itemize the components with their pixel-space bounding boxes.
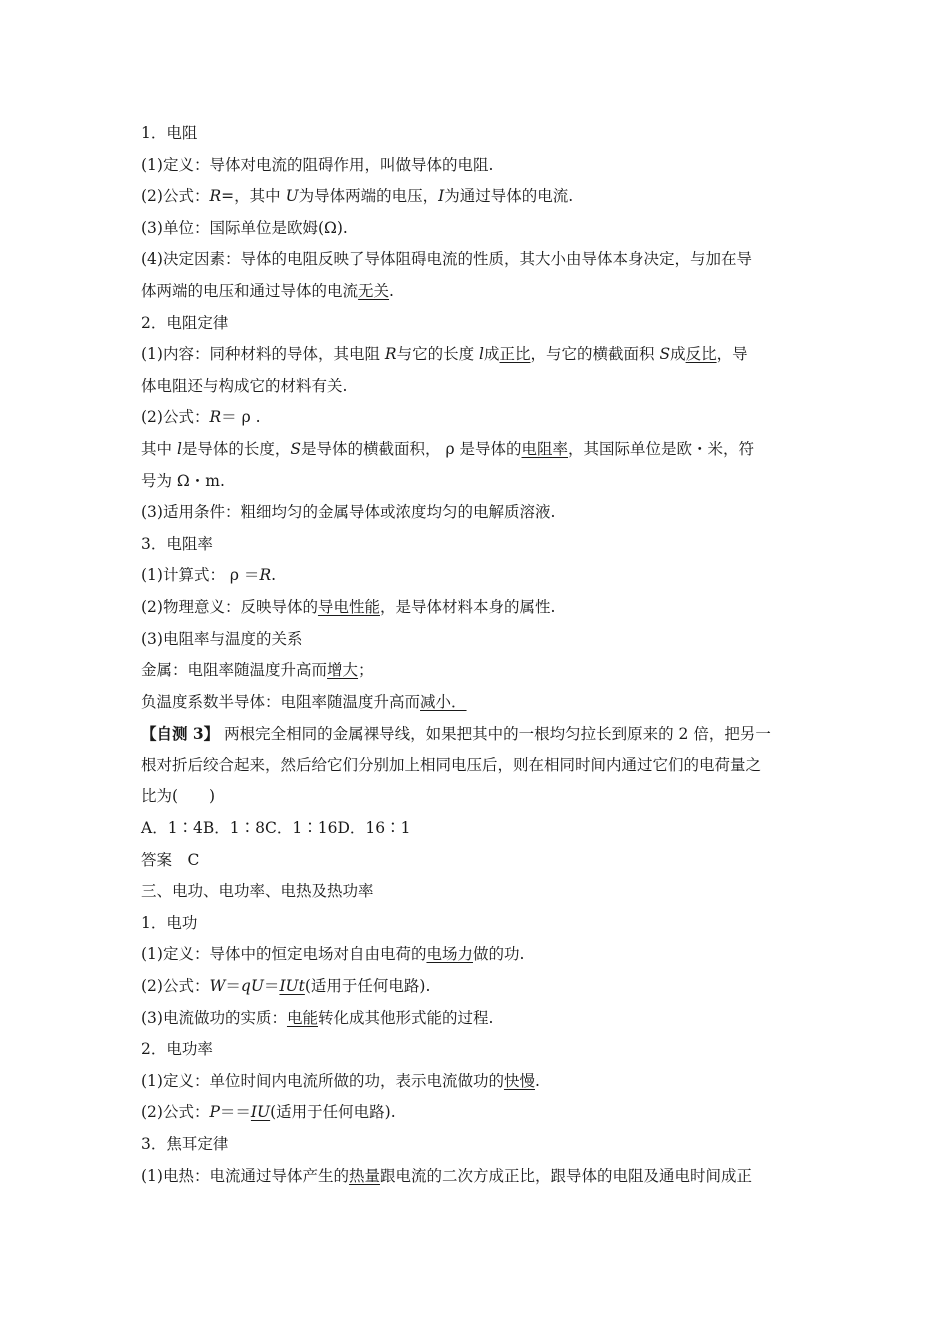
question-tag: 【自测 3】 <box>141 724 220 744</box>
question-line1: 【自测 3】 两根完全相同的金属裸导线，如果把其中的一根均匀拉长到原来的 2 倍，把另一 <box>141 724 771 744</box>
resistivity-meaning: (2)物理意义：反映导体的导电性能，是导体材料本身的属性. <box>141 597 556 616</box>
power-definition: (1)定义：单位时间内电流所做的功，表示电流做功的快慢. <box>141 1071 540 1090</box>
heading-joule-law: 3．焦耳定律 <box>141 1135 229 1153</box>
resistance-formula: (2)公式：R=，其中 U为导体两端的电压，I为通过导体的电流. <box>141 187 574 206</box>
resistivity-metal: 金属：电阻率随温度升高而增大； <box>141 661 374 680</box>
law-content-line1: (1)内容：同种材料的导体，其电阻 R与它的长度 l成正比，与它的横截面积 S成反比，导 <box>141 345 748 364</box>
question-answer: 答案 C <box>141 850 200 869</box>
heading-resistivity: 3．电阻率 <box>141 534 213 553</box>
law-formula: (2)公式：R＝ ρ . <box>141 408 261 427</box>
work-definition: (1)定义：导体中的恒定电场对自由电荷的电场力做的功. <box>141 945 525 964</box>
work-essence: (3)电流做功的实质：电能转化成其他形式能的过程. <box>141 1008 494 1027</box>
heading-electric-work: 1．电功 <box>141 913 198 932</box>
section-title-electric-work: 三、电功、电功率、电热及热功率 <box>141 882 374 901</box>
resistance-factors-line1: (4)决定因素：导体的电阻反映了导体阻碍电流的性质，其大小由导体本身决定，与加在导 <box>141 250 752 269</box>
question-line3: 比为( ) <box>141 787 216 806</box>
resistance-definition: (1)定义：导体对电流的阻碍作用，叫做导体的电阻. <box>141 155 494 174</box>
resistance-factors-line2: 体两端的电压和通过导体的电流无关. <box>141 281 394 300</box>
document-page <box>141 118 813 1192</box>
joule-heat: (1)电热：电流通过导体产生的热量跟电流的二次方成正比，跟导体的电阻及通电时间成正 <box>141 1166 752 1185</box>
law-conditions: (3)适用条件：粗细均匀的金属导体或浓度均匀的电解质溶液. <box>141 503 556 522</box>
resistivity-semiconductor: 负温度系数半导体：电阻率随温度升高而减小． <box>141 692 467 711</box>
power-formula: (2)公式：P＝＝IU(适用于任何电路). <box>141 1103 396 1122</box>
law-content-line2: 体电阻还与构成它的材料有关. <box>141 376 348 395</box>
question-options: A．1∶4B．1∶8C．1∶16D．16∶1 <box>141 819 411 838</box>
heading-resistance-law: 2．电阻定律 <box>141 313 229 332</box>
resistivity-temperature: (3)电阻率与温度的关系 <box>141 629 303 648</box>
resistivity-formula: (1)计算式： ρ ＝R. <box>141 566 277 585</box>
question-line2: 根对折后绞合起来，然后给它们分别加上相同电压后，则在相同时间内通过它们的电荷量之 <box>141 755 762 774</box>
law-explanation-line1: 其中 l是导体的长度，S是导体的横截面积， ρ 是导体的电阻率，其国际单位是欧・米，符 <box>141 439 755 458</box>
heading-electric-power: 2．电功率 <box>141 1040 213 1059</box>
work-formula: (2)公式：W＝qU＝IUt(适用于任何电路). <box>141 977 431 996</box>
resistance-unit: (3)单位：国际单位是欧姆(Ω). <box>141 218 348 237</box>
law-explanation-line2: 号为 Ω・m. <box>141 471 225 490</box>
heading-resistance: 1．电阻 <box>141 124 198 142</box>
